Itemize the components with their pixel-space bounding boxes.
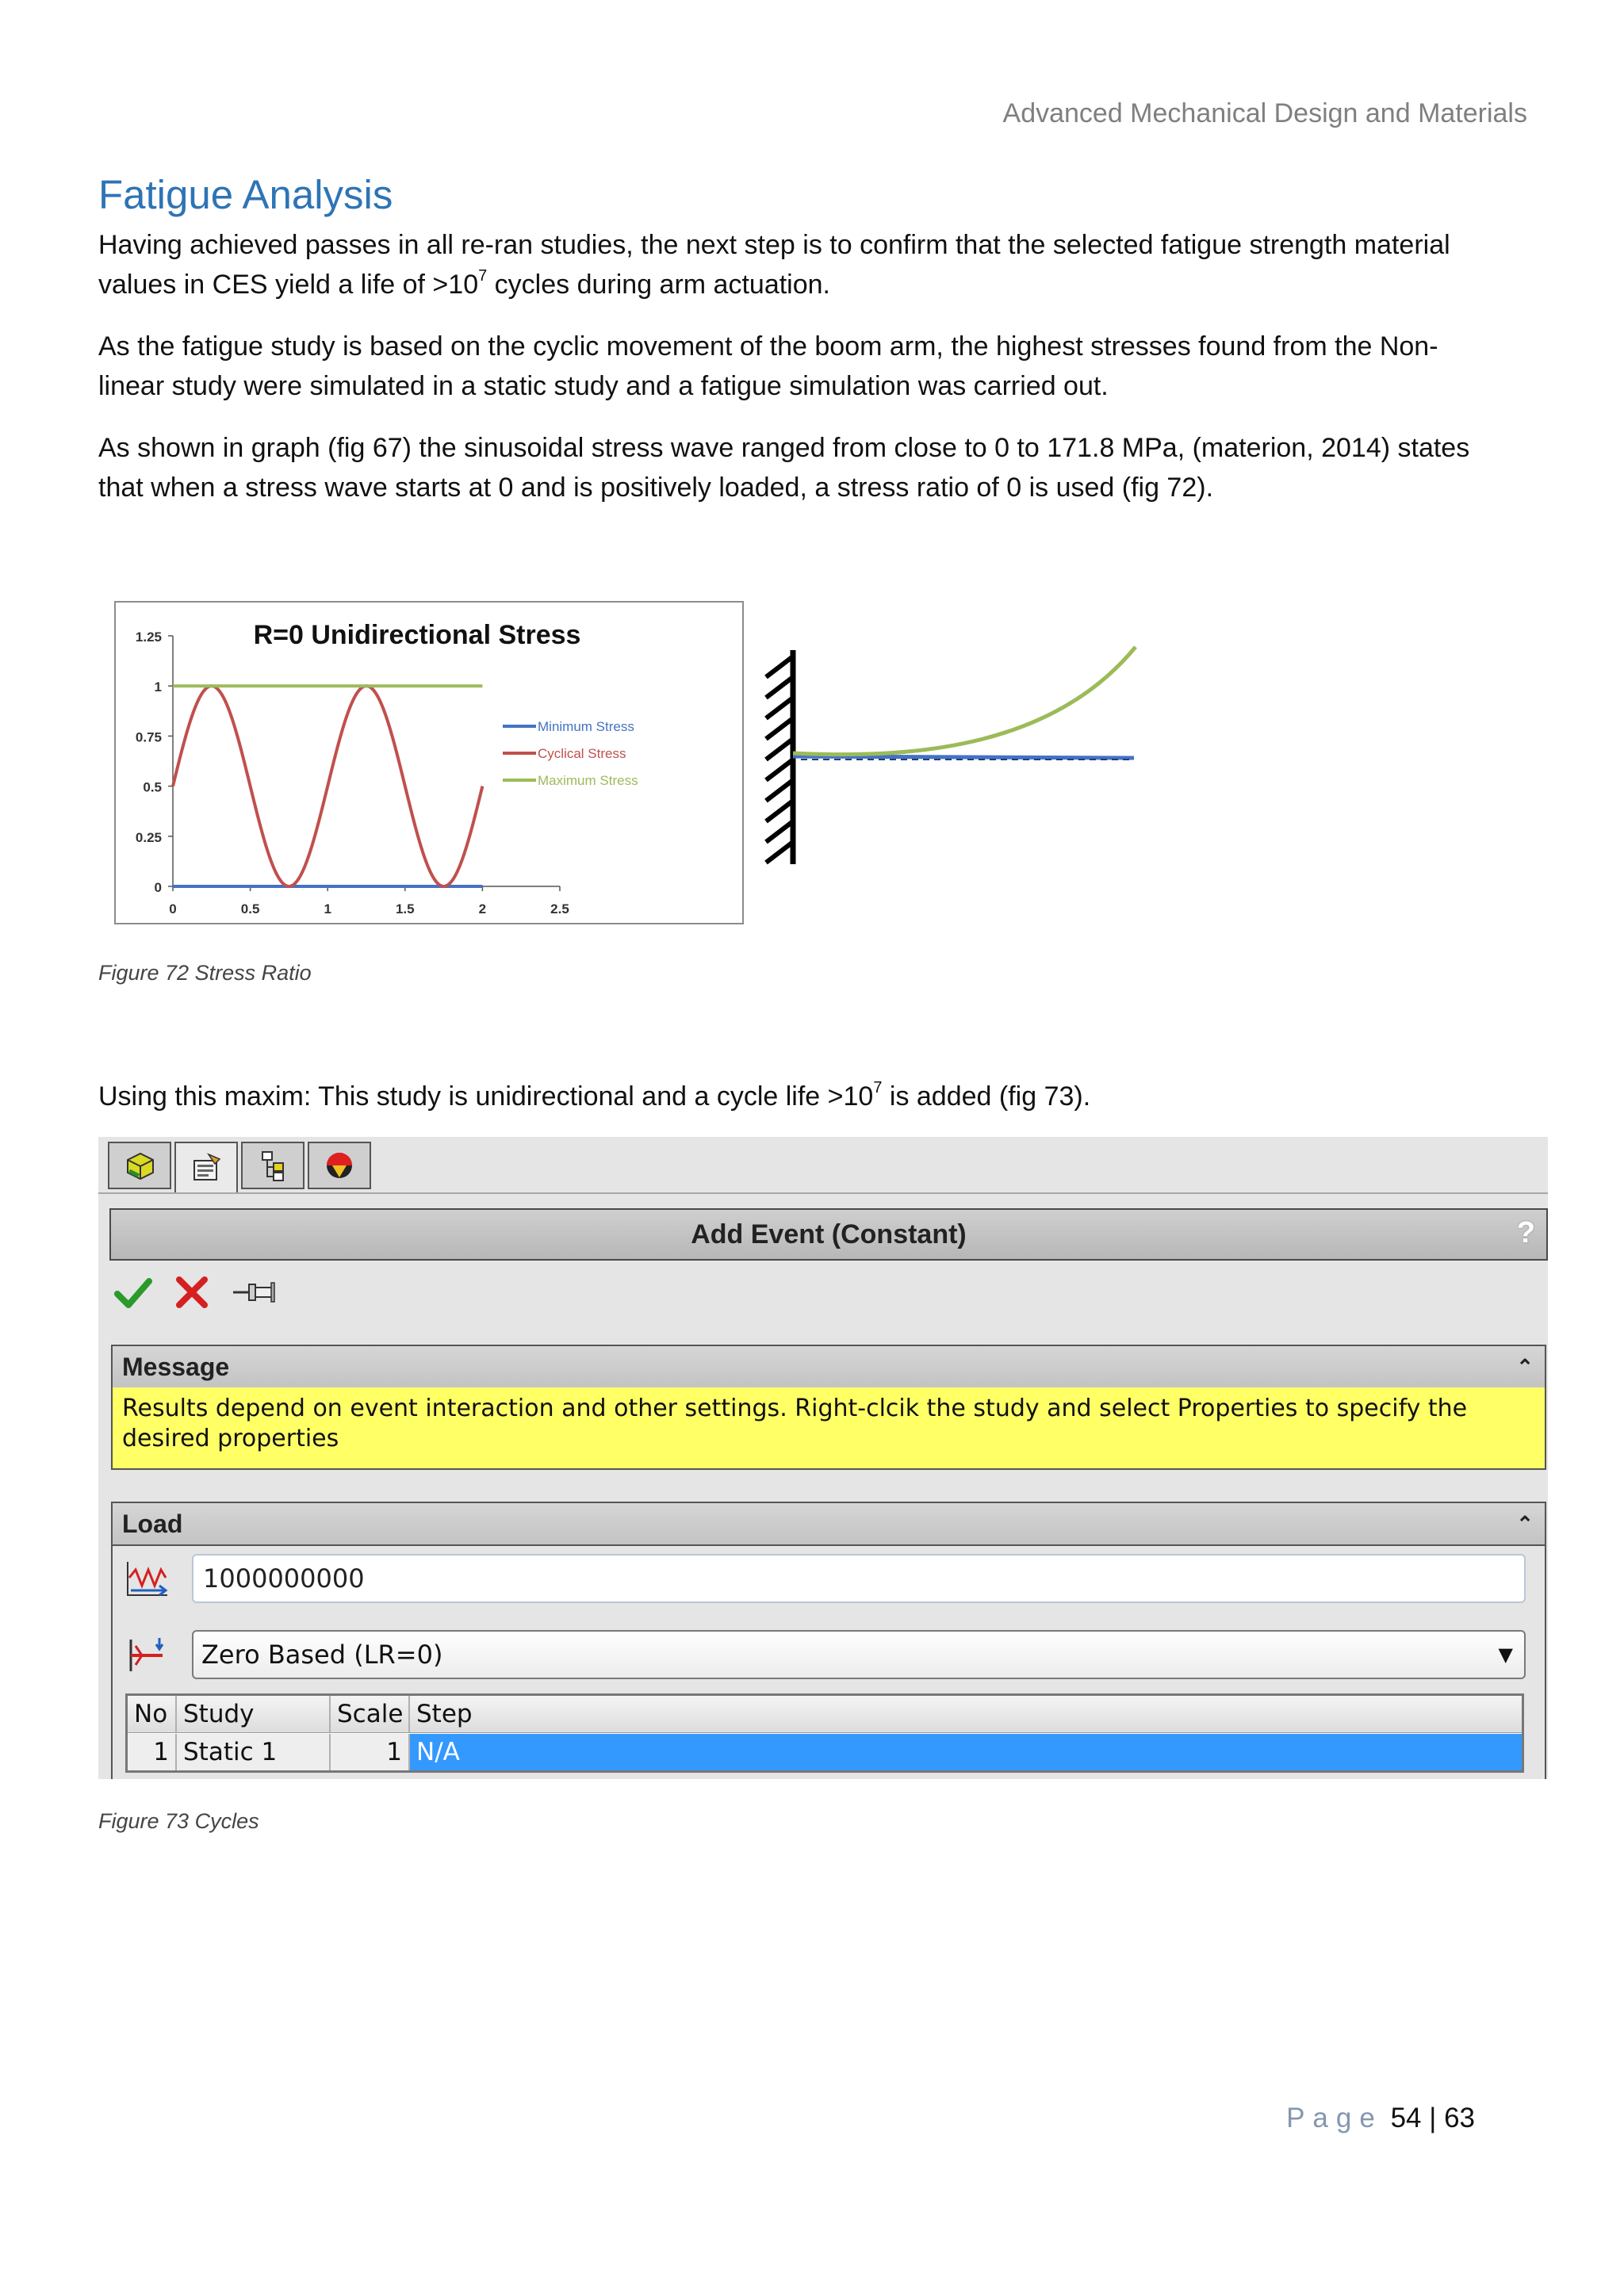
figure-73-caption: Figure 73 Cycles xyxy=(98,1809,259,1833)
x-tick-label: 1.5 xyxy=(395,901,415,916)
legend-label: Maximum Stress xyxy=(538,773,638,788)
chart-canvas xyxy=(116,603,742,923)
series-line-cyclical-stress xyxy=(173,686,482,886)
paragraph-2 xyxy=(98,327,1526,406)
configuration-tree-icon xyxy=(255,1147,291,1184)
tab-property-manager[interactable] xyxy=(174,1142,238,1192)
collapse-double-chevron-icon[interactable]: ⌃ xyxy=(1516,1355,1534,1379)
page-separator: | xyxy=(1429,2103,1437,2133)
neutral-beam-line xyxy=(793,756,1134,758)
cancel-x-icon[interactable] xyxy=(171,1272,213,1313)
display-manager-icon xyxy=(321,1147,358,1184)
table-row[interactable] xyxy=(128,1734,1522,1770)
y-tick-label: 0.5 xyxy=(143,779,162,795)
cycles-input[interactable]: 1000000000 xyxy=(192,1554,1526,1603)
wall-hatch xyxy=(766,718,793,739)
paragraph-4: Using this maxim: This study is unidirectional and a cycle life $>10^7$ is added (fig 73). xyxy=(98,1078,1091,1112)
deflected-beam-curve xyxy=(793,647,1136,755)
wall-hatch xyxy=(766,698,793,718)
message-box: Results depend on event interaction and other settings. Right-clcik the study and select Properties to specify the desired properties xyxy=(111,1387,1546,1470)
loading-type-icon xyxy=(124,1633,171,1678)
y-tick-label: 0 xyxy=(154,880,162,895)
table-cell-step[interactable]: N/A xyxy=(410,1734,1522,1770)
table-cell-no[interactable]: 1 xyxy=(128,1734,177,1770)
wall-hatch xyxy=(766,677,793,698)
message-group-header[interactable] xyxy=(111,1345,1546,1389)
legend-label: Minimum Stress xyxy=(538,719,634,734)
y-tick-label: 1 xyxy=(154,679,162,695)
load-group-header[interactable] xyxy=(111,1502,1546,1546)
wall-hatch xyxy=(766,760,793,780)
cantilever-beam-illustration xyxy=(753,626,1150,872)
paragraph-3 xyxy=(98,428,1526,507)
table-cell-scale[interactable]: 1 xyxy=(331,1734,410,1770)
y-tick-label: 0.25 xyxy=(135,829,162,845)
paragraph-3-line-2: that when a stress wave starts at 0 and is positively loaded, a stress ratio of 0 is used (fig 72). xyxy=(98,473,1214,503)
action-buttons xyxy=(113,1269,278,1316)
paragraph-1-line-1: Having achieved passes in all re-ran studies, the next step is to confirm that the selected fatigue strength material xyxy=(98,230,1450,260)
wall-hatch xyxy=(766,801,793,821)
y-tick-label: 0.75 xyxy=(135,729,162,745)
load-group-body xyxy=(111,1546,1546,1779)
stress-ratio-chart xyxy=(114,601,744,924)
table-header-row xyxy=(128,1696,1522,1733)
table-header-study[interactable]: Study xyxy=(177,1696,331,1732)
x-tick-label: 2.5 xyxy=(550,901,569,916)
table-header-no[interactable]: No xyxy=(128,1696,177,1732)
x-tick-label: 0 xyxy=(169,901,177,916)
x-tick-label: 2 xyxy=(478,901,487,916)
table-cell-study[interactable]: Static 1 xyxy=(177,1734,331,1770)
paragraph-2-line-1: As the fatigue study is based on the cyclic movement of the boom arm, the highest stresses found from the Non- xyxy=(98,331,1438,362)
paragraph-1 xyxy=(98,225,1526,304)
figure-72-caption: Figure 72 Stress Ratio xyxy=(98,961,312,985)
tab-configuration-manager[interactable] xyxy=(241,1142,304,1189)
x-tick-label: 1 xyxy=(324,901,331,916)
table-header-scale[interactable]: Scale xyxy=(331,1696,410,1732)
panel-title-bar xyxy=(109,1208,1548,1261)
x-tick-label: 0.5 xyxy=(240,901,260,916)
loading-type-select[interactable] xyxy=(192,1630,1526,1679)
cube-icon xyxy=(121,1147,158,1184)
document-header: Advanced Mechanical Design and Materials xyxy=(1002,98,1527,128)
tab-feature-manager[interactable] xyxy=(108,1142,171,1189)
loading-type-value: Zero Based (LR=0) xyxy=(201,1640,443,1670)
add-event-panel-screenshot xyxy=(98,1137,1548,1779)
legend-label: Cyclical Stress xyxy=(538,746,626,761)
cycles-icon xyxy=(124,1557,171,1601)
tab-display-manager[interactable] xyxy=(308,1142,371,1189)
help-icon[interactable]: ? xyxy=(1516,1216,1535,1249)
pushpin-icon[interactable] xyxy=(230,1272,278,1313)
property-manager-icon xyxy=(188,1150,224,1186)
wall-hatch xyxy=(766,821,793,842)
page-total: 63 xyxy=(1444,2103,1475,2133)
studies-table xyxy=(125,1693,1524,1773)
panel-title: Add Event (Constant) xyxy=(691,1219,967,1249)
wall-hatch xyxy=(766,656,793,677)
message-group-title: Message xyxy=(122,1353,230,1381)
chart-title: R=0 Unidirectional Stress xyxy=(253,620,581,650)
wall-hatch xyxy=(766,842,793,863)
property-manager-tabbar xyxy=(98,1137,1548,1194)
y-tick-label: 1.25 xyxy=(135,629,162,645)
paragraph-1-line-2: values in CES yield a life of $>10^7$ cycles during arm actuation. xyxy=(98,266,830,300)
collapse-double-chevron-icon[interactable]: ⌃ xyxy=(1516,1512,1534,1536)
page-label: Page xyxy=(1286,2103,1383,2133)
paragraph-2-line-2: linear study were simulated in a static study and a fatigue simulation was carried out. xyxy=(98,371,1109,401)
ok-checkmark-icon[interactable] xyxy=(113,1272,154,1313)
wall-hatch xyxy=(766,739,793,760)
page-footer xyxy=(1286,2103,1475,2134)
page-number: 54 xyxy=(1390,2103,1422,2133)
dropdown-arrow-icon[interactable]: ▼ xyxy=(1498,1644,1513,1666)
load-group-title: Load xyxy=(122,1510,183,1538)
table-header-step[interactable]: Step xyxy=(416,1700,473,1728)
paragraph-3-line-1: As shown in graph (fig 67) the sinusoidal stress wave ranged from close to 0 to 171.8 MPa, (materion, 2014) states xyxy=(98,433,1470,463)
wall-hatch xyxy=(766,780,793,801)
section-heading: Fatigue Analysis xyxy=(98,172,393,217)
